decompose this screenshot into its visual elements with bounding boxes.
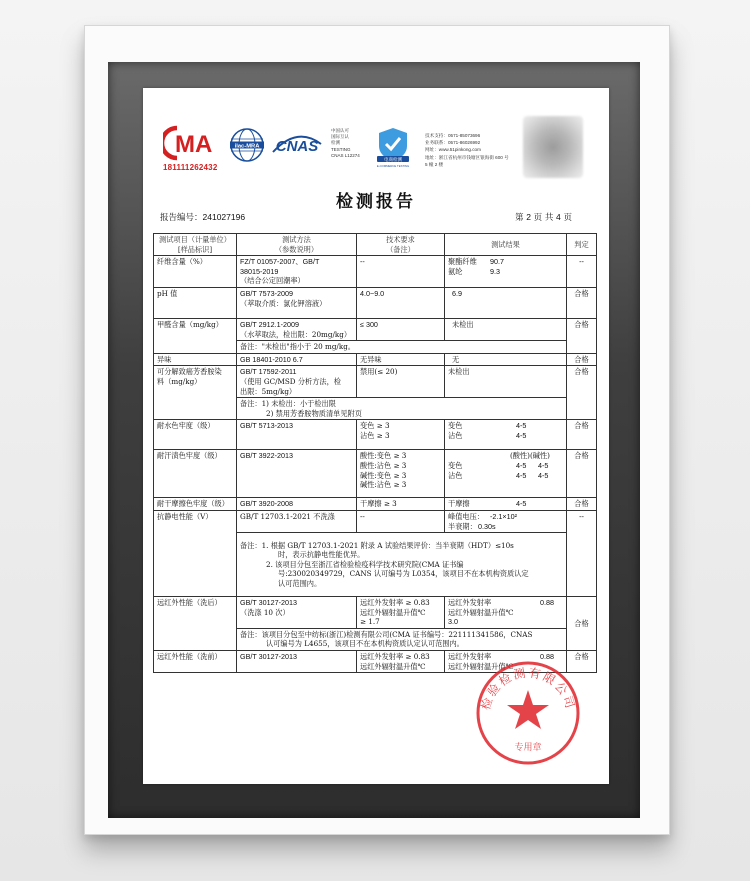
row-item: pH 值	[154, 287, 237, 318]
ecommerce-testing-logo	[373, 126, 413, 168]
svg-text:ilac-MRA: ilac-MRA	[234, 143, 260, 150]
row-note: 备注：1) 未检出：小于检出限 2) 禁用芳香胺物质清单见附页	[237, 398, 567, 420]
row-method: GB/T 30127-2013	[237, 651, 357, 673]
row-method: GB/T 2912.1-2009 （水萃取法，检出限：20mg/kg）	[237, 318, 357, 340]
page-number: 2	[526, 212, 531, 222]
cma-mark-icon	[163, 124, 225, 162]
cnas-caption-line: TESTING	[331, 146, 351, 152]
row-result: 远红外发射率 0.88 远红外辐射温升值℃ 3.0	[445, 597, 567, 629]
cma-registration: 181111262432	[163, 163, 218, 172]
row-note: 备注：该项目分包至中纺标(浙江)检测有限公司(CMA 证书编号：221111341586，CNAS 认可编号为 L4655，该项目不在本机构资质认定认可范围内。	[237, 628, 567, 650]
row-result: 未检出	[445, 366, 567, 398]
row-requirement: 酸性:变色 ≥ 3 酸性:沾色 ≥ 3 碱性:变色 ≥ 3 碱性:沾色 ≥ 3	[357, 450, 445, 498]
row-result: (酸性)(碱性) 变色 4-5 4-5 沾色 4-5 4-5	[445, 450, 567, 498]
table-row	[154, 597, 597, 629]
row-requirement: 无异味	[357, 353, 445, 366]
report-number-label: 报告编号：	[160, 213, 203, 223]
header-result: 测试结果	[445, 234, 567, 256]
table-row	[154, 256, 597, 288]
row-method: GB/T 7573-2009 （萃取介质：氯化钾溶液）	[237, 287, 357, 318]
row-item: 耐水色牢度（级）	[154, 420, 237, 450]
row-requirement: ≤ 300	[357, 318, 445, 340]
table-row	[154, 366, 597, 398]
row-method: GB/T 3920-2008	[237, 498, 357, 511]
row-result: 干摩擦 4-5	[445, 498, 567, 511]
header-requirement: 技术要求 （备注）	[357, 234, 445, 256]
report-page	[143, 88, 609, 784]
row-requirement: --	[357, 256, 445, 288]
row-requirement: 4.0~9.0	[357, 287, 445, 318]
table-row	[154, 450, 597, 498]
row-judgement: --	[567, 256, 597, 288]
contact-line: 技术支持：0571-85073696	[425, 133, 481, 138]
table-header-row	[154, 234, 597, 256]
cnas-caption-line: 国际互认	[331, 134, 349, 140]
row-requirement: 远红外发射率 ≥ 0.83 远红外辐射温升值℃	[357, 651, 445, 673]
svg-text:E-COMMERCE TESTING: E-COMMERCE TESTING	[376, 164, 410, 168]
row-item: 异味	[154, 353, 237, 366]
row-note: 备注："未检出"指小于 20 mg/kg。	[237, 341, 567, 354]
header-method: 测试方法 （参数说明）	[237, 234, 357, 256]
row-method: GB/T 30127-2013 （洗涤 10 次）	[237, 597, 357, 629]
row-item: 可分解致癌芳香胺染 料（mg/kg）	[154, 366, 237, 420]
report-title: 检测报告	[336, 192, 416, 212]
table-row	[154, 318, 597, 340]
row-result: 峰值电压： -2.1×10² 半衰期：0.30s	[445, 510, 567, 532]
row-judgement: 合格	[567, 420, 597, 450]
cnas-caption-line: 中国认可	[331, 128, 349, 133]
contact-line: 网址：www.51pinkong.com	[425, 147, 481, 153]
report-number-value: 241027196	[202, 212, 246, 222]
row-item: 远红外性能（洗前）	[154, 651, 237, 673]
blurred-qr-code	[523, 116, 583, 178]
row-judgement: 合格	[567, 287, 597, 318]
row-judgement: 合格	[567, 318, 597, 353]
row-judgement: 合格	[567, 450, 597, 498]
svg-text:电商检测: 电商检测	[384, 158, 402, 163]
svg-text:CNAS: CNAS	[275, 138, 319, 155]
row-method: GB/T 5713-2013	[237, 420, 357, 450]
ilac-globe-icon	[229, 127, 265, 163]
row-requirement: 变色 ≥ 3 沾色 ≥ 3	[357, 420, 445, 450]
page-label: 页	[563, 213, 572, 223]
contact-line: 地址：浙江省杭州市钱塘区银海街 600 号	[425, 154, 509, 160]
row-result: 未检出	[445, 318, 567, 340]
table-row	[154, 353, 597, 366]
row-result: 聚酯纤维 90.7 氨纶 9.3	[445, 256, 567, 288]
row-result: 变色 4-5 沾色 4-5	[445, 420, 567, 450]
table-row	[154, 287, 597, 318]
cnas-logo	[269, 130, 325, 156]
page-label: 页 共	[533, 213, 554, 223]
row-result: 无	[445, 353, 567, 366]
cma-logo	[163, 124, 219, 174]
svg-text:检验检测有限公司: 检验检测有限公司	[478, 665, 578, 712]
row-item: 耐汗渍色牢度（级）	[154, 450, 237, 498]
row-judgement: 合格	[567, 597, 597, 651]
cnas-mark-icon	[269, 130, 325, 156]
row-requirement: 干摩擦 ≥ 3	[357, 498, 445, 511]
page-indicator	[515, 211, 572, 223]
page-total: 4	[556, 212, 561, 222]
contact-info	[425, 132, 535, 168]
row-item: 纤维含量（%）	[154, 256, 237, 288]
row-requirement: 禁用(≤ 20)	[357, 366, 445, 398]
svg-text:MA: MA	[175, 131, 213, 158]
svg-text:专用章: 专用章	[514, 743, 542, 753]
row-requirement: --	[357, 510, 445, 532]
cnas-caption	[331, 128, 371, 159]
row-method: FZ/T 01057-2007、GB/T 38015-2019 （结合公定回潮率）	[237, 256, 357, 288]
row-item: 远红外性能（洗后）	[154, 597, 237, 651]
row-judgement: 合格	[567, 498, 597, 511]
test-results-table	[153, 233, 597, 673]
row-item: 甲醛含量（mg/kg）	[154, 318, 237, 353]
row-judgement: 合格	[567, 651, 597, 673]
table-row	[154, 510, 597, 532]
row-requirement: 远红外发射率 ≥ 0.83 远红外辐射温升值℃ ≥ 1.7	[357, 597, 445, 629]
table-row	[154, 420, 597, 450]
ilac-mra-logo	[229, 127, 265, 163]
contact-line: 业务联系：0571-86026992	[425, 140, 481, 146]
row-judgement: 合格	[567, 353, 597, 366]
row-method: GB 18401-2010 6.7	[237, 353, 357, 366]
row-method: GB/T 3922-2013	[237, 450, 357, 498]
shield-check-icon	[373, 126, 413, 168]
table-row	[154, 498, 597, 511]
row-judgement: --	[567, 510, 597, 596]
row-note: 备注：1. 根据 GB/T 12703.1-2021 附录 A 试验结果评价：当半衰期（HDT）≤10s 时，表示抗静电性能优异。 2. 该项目分包至浙江省检验检疫科学技术研究院(CMA 证书编 号:230020349729，CANS 认可编号为 L0354，该项目不在本机构资质认定 认可范围内。	[237, 533, 567, 597]
row-judgement: 合格	[567, 366, 597, 420]
contact-line: 5 幢 2 楼	[425, 161, 444, 167]
row-item: 耐干摩擦色牢度（级）	[154, 498, 237, 511]
header-judgement: 判定	[567, 234, 597, 256]
row-method: GB/T 12703.1-2021 不洗涤	[237, 510, 357, 532]
cnas-caption-line: 检测	[331, 140, 340, 146]
row-result: 远红外发射率 0.88 远红外辐射温升值℃	[445, 651, 567, 673]
header-item: 测试项目（计量单位） [样品标识]	[154, 234, 237, 256]
report-number	[160, 211, 245, 223]
table-row	[154, 651, 597, 673]
page-label: 第	[514, 213, 524, 223]
row-method: GB/T 17592-2011 （使用 GC/MSD 分析方法，检 出限：5mg/kg）	[237, 366, 357, 398]
official-seal-icon	[473, 658, 583, 768]
row-item: 抗静电性能（V）	[154, 510, 237, 596]
row-result: 6.9	[445, 287, 567, 318]
cnas-caption-line: CNAS L12274	[331, 152, 360, 158]
